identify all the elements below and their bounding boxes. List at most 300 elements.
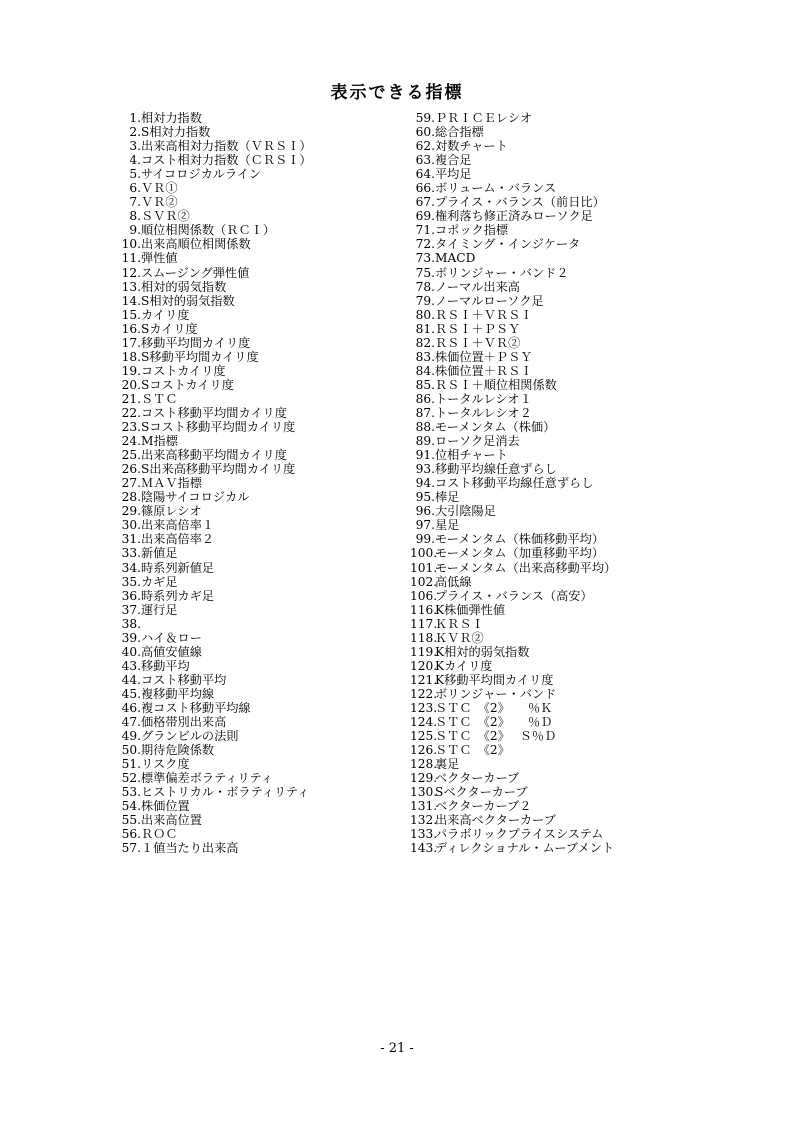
item-label: 移動平均 bbox=[141, 658, 190, 673]
item-label: 時系列カギ足 bbox=[141, 588, 215, 603]
item-number: 78. bbox=[415, 279, 435, 294]
item-number: 69. bbox=[415, 209, 435, 224]
item-number: 2. bbox=[129, 125, 141, 140]
list-item bbox=[410, 631, 670, 645]
item-label: 複移動平均線 bbox=[141, 686, 215, 701]
item-number: 46. bbox=[121, 700, 141, 715]
list-item bbox=[410, 743, 670, 757]
list-item bbox=[410, 518, 670, 532]
item-label: 陰陽サイコロジカル bbox=[141, 490, 250, 505]
item-label: ＲＳＩ＋ＶＲ② bbox=[435, 335, 521, 350]
list-item bbox=[118, 659, 398, 673]
list-item bbox=[410, 617, 670, 631]
list-item bbox=[410, 546, 670, 560]
list-item bbox=[118, 771, 398, 785]
item-number: 53. bbox=[121, 785, 141, 800]
list-item bbox=[118, 420, 398, 434]
list-item bbox=[410, 223, 670, 237]
list-item bbox=[410, 153, 670, 167]
list-item bbox=[410, 251, 670, 265]
item-label: ＲＳＩ＋ＰＳＹ bbox=[435, 321, 521, 336]
item-number: 57. bbox=[121, 841, 141, 856]
item-label: コスト相対力指数（ＣＲＳＩ） bbox=[141, 153, 312, 168]
item-number: 25. bbox=[121, 448, 141, 463]
list-item bbox=[410, 729, 670, 743]
item-label: 出来高倍率１ bbox=[141, 518, 215, 533]
item-label: プライス・バランス（高安） bbox=[435, 588, 593, 603]
item-number: 101. bbox=[410, 560, 438, 575]
list-item bbox=[118, 153, 398, 167]
item-label: ＰＲＩＣＥレシオ bbox=[435, 111, 533, 125]
item-number: 97. bbox=[415, 518, 435, 533]
item-number: 24. bbox=[121, 434, 141, 449]
list-item bbox=[118, 841, 398, 855]
item-label: モーメンタム（出来高移動平均） bbox=[435, 560, 617, 575]
list-item bbox=[410, 266, 670, 280]
item-label: ボリューム・バランス bbox=[435, 181, 557, 196]
item-number: 18. bbox=[121, 349, 141, 364]
list-item bbox=[118, 518, 398, 532]
item-label: ＳＴＣ 《2》 ％Ｋ bbox=[435, 700, 553, 715]
item-number: 37. bbox=[121, 602, 141, 617]
item-label: 篠原レシオ bbox=[141, 504, 202, 519]
item-number: 31. bbox=[121, 532, 141, 547]
list-item bbox=[410, 687, 670, 701]
item-label: ＲＳＩ＋順位相関係数 bbox=[435, 377, 557, 392]
item-label: K相対的弱気指数 bbox=[435, 644, 530, 659]
list-item bbox=[118, 575, 398, 589]
item-number: 39. bbox=[121, 630, 141, 645]
item-label: ＳＴＣ bbox=[141, 391, 178, 406]
list-item bbox=[118, 603, 398, 617]
item-label: モーメンタム（株価移動平均） bbox=[435, 532, 605, 547]
item-number: 22. bbox=[121, 405, 141, 420]
item-number: 49. bbox=[121, 729, 141, 744]
list-item bbox=[410, 336, 670, 350]
list-item bbox=[118, 813, 398, 827]
item-number: 62. bbox=[415, 139, 435, 154]
item-label: 弾性値 bbox=[141, 251, 178, 266]
list-item bbox=[118, 785, 398, 799]
list-item bbox=[410, 406, 670, 420]
list-item bbox=[410, 280, 670, 294]
list-item bbox=[410, 659, 670, 673]
item-number: 6. bbox=[129, 181, 141, 196]
item-label: コストカイリ度 bbox=[141, 363, 226, 378]
list-item bbox=[118, 167, 398, 181]
list-item bbox=[118, 561, 398, 575]
list-item bbox=[410, 841, 670, 855]
list-item bbox=[410, 757, 670, 771]
item-number: 34. bbox=[121, 560, 141, 575]
item-label: 新値足 bbox=[141, 546, 178, 561]
item-number: 12. bbox=[121, 265, 141, 280]
item-label: S相対的弱気指数 bbox=[141, 293, 235, 308]
list-item bbox=[118, 392, 398, 406]
item-label: 順位相関係数（ＲＣＩ） bbox=[141, 223, 276, 238]
list-item bbox=[118, 125, 398, 139]
list-item bbox=[410, 462, 670, 476]
item-number: 79. bbox=[415, 293, 435, 308]
item-number: 89. bbox=[415, 434, 435, 449]
item-number: 8. bbox=[129, 209, 141, 224]
item-label: パラボリックプライスシステム bbox=[435, 827, 604, 842]
indicator-list-right bbox=[410, 111, 670, 855]
item-label: ＫＶＲ② bbox=[435, 630, 484, 645]
item-label: Sカイリ度 bbox=[141, 321, 198, 336]
list-item bbox=[410, 181, 670, 195]
item-number: 93. bbox=[415, 462, 435, 477]
item-number: 38. bbox=[121, 616, 141, 631]
item-number: 123. bbox=[410, 700, 438, 715]
item-label: タイミング・インジケータ bbox=[435, 237, 581, 252]
list-item bbox=[410, 799, 670, 813]
item-label: 複コスト移動平均線 bbox=[141, 700, 251, 715]
list-item bbox=[118, 294, 398, 308]
list-item bbox=[118, 631, 398, 645]
item-number: 84. bbox=[415, 363, 435, 378]
item-number: 96. bbox=[415, 504, 435, 519]
item-label: 出来高移動平均間カイリ度 bbox=[141, 448, 287, 463]
item-label: 時系列新値足 bbox=[141, 560, 215, 575]
item-number: 54. bbox=[121, 799, 141, 814]
item-number: 30. bbox=[121, 518, 141, 533]
item-number: 14. bbox=[121, 293, 141, 308]
item-label: Sコスト移動平均間カイリ度 bbox=[141, 420, 296, 435]
list-item bbox=[410, 209, 670, 223]
list-item bbox=[118, 701, 398, 715]
item-number: 129. bbox=[410, 771, 438, 786]
item-label: Sベクターカーブ bbox=[435, 785, 528, 800]
item-label: プライス・バランス（前日比） bbox=[435, 195, 605, 210]
item-number: 15. bbox=[121, 307, 141, 322]
item-number: 21. bbox=[121, 391, 141, 406]
list-item bbox=[118, 378, 398, 392]
item-number: 35. bbox=[121, 574, 141, 589]
item-number: 26. bbox=[121, 462, 141, 477]
list-item bbox=[118, 476, 398, 490]
item-number: 40. bbox=[121, 644, 141, 659]
list-item bbox=[410, 364, 670, 378]
item-label: 星足 bbox=[435, 518, 460, 533]
list-item bbox=[410, 378, 670, 392]
item-label: １値当たり出来高 bbox=[141, 841, 239, 856]
item-label: ＳＴＣ 《2》 ％Ｄ bbox=[435, 715, 553, 730]
item-number: 10. bbox=[121, 237, 141, 252]
item-number: 131. bbox=[410, 799, 438, 814]
item-label: 棒足 bbox=[435, 490, 460, 505]
item-number: 130. bbox=[410, 785, 438, 800]
item-number: 3. bbox=[129, 139, 141, 154]
item-number: 81. bbox=[415, 321, 435, 336]
item-label: Sコストカイリ度 bbox=[141, 377, 234, 392]
item-label: 運行足 bbox=[141, 602, 178, 617]
list-item bbox=[118, 757, 398, 771]
item-label: ノーマル出来高 bbox=[435, 279, 520, 294]
item-label: ローソク足消去 bbox=[435, 434, 520, 449]
item-label: 出来高倍率２ bbox=[141, 532, 215, 547]
item-label: ボリンジャー・バンド２ bbox=[435, 265, 569, 280]
item-label: 権利落ち修正済みローソク足 bbox=[435, 209, 593, 224]
item-label: 標準偏差ボラティリティ bbox=[141, 771, 273, 786]
list-item bbox=[410, 434, 670, 448]
item-label: 出来高順位相関係数 bbox=[141, 237, 251, 252]
list-item bbox=[118, 589, 398, 603]
list-item bbox=[410, 420, 670, 434]
list-item bbox=[410, 785, 670, 799]
item-number: 56. bbox=[121, 827, 141, 842]
item-label: 株価位置＋ＲＳＩ bbox=[435, 363, 533, 378]
list-item bbox=[118, 336, 398, 350]
list-item bbox=[410, 476, 670, 490]
item-label: MACD bbox=[435, 251, 476, 266]
list-item bbox=[410, 237, 670, 251]
item-number: 4. bbox=[129, 153, 141, 168]
item-number: 125. bbox=[410, 729, 438, 744]
list-item bbox=[410, 645, 670, 659]
item-label: 高低線 bbox=[435, 574, 472, 589]
list-item bbox=[410, 561, 670, 575]
item-label: 裏足 bbox=[435, 757, 460, 772]
item-number: 1. bbox=[129, 111, 141, 125]
item-label: 対数チャート bbox=[435, 139, 508, 154]
item-label: コポック指標 bbox=[435, 223, 509, 238]
item-number: 47. bbox=[121, 715, 141, 730]
item-number: 45. bbox=[121, 686, 141, 701]
item-label: トータルレシオ２ bbox=[435, 405, 532, 420]
list-item bbox=[410, 490, 670, 504]
item-number: 33. bbox=[121, 546, 141, 561]
item-number: 83. bbox=[415, 349, 435, 364]
item-label: ノーマルローソク足 bbox=[435, 293, 544, 308]
item-label: 相対力指数 bbox=[141, 111, 202, 125]
list-item bbox=[410, 294, 670, 308]
item-number: 19. bbox=[121, 363, 141, 378]
item-number: 133. bbox=[410, 827, 438, 842]
item-number: 85. bbox=[415, 377, 435, 392]
indicator-list-left bbox=[118, 111, 398, 855]
item-label: ＳＴＣ 《2》 Ｓ％Ｄ bbox=[435, 729, 557, 744]
item-number: 52. bbox=[121, 771, 141, 786]
item-number: 64. bbox=[415, 167, 435, 182]
list-item bbox=[410, 139, 670, 153]
item-number: 16. bbox=[121, 321, 141, 336]
item-number: 87. bbox=[415, 405, 435, 420]
item-number: 88. bbox=[415, 420, 435, 435]
item-number: 66. bbox=[415, 181, 435, 196]
item-number: 5. bbox=[129, 167, 141, 182]
list-item bbox=[410, 715, 670, 729]
list-item bbox=[118, 743, 398, 757]
item-number: 17. bbox=[121, 335, 141, 350]
item-label: ベクターカーブ２ bbox=[435, 799, 532, 814]
item-number: 11. bbox=[121, 251, 141, 266]
item-number: 122. bbox=[410, 686, 438, 701]
item-label: ＲＳＩ＋ＶＲＳＩ bbox=[435, 307, 533, 322]
list-item bbox=[118, 729, 398, 743]
item-number: 63. bbox=[415, 153, 435, 168]
item-label: 大引陰陽足 bbox=[435, 504, 496, 519]
item-label: 出来高ベクターカーブ bbox=[435, 813, 556, 828]
item-label: ＳＴＣ 《2》 bbox=[435, 743, 510, 758]
item-label: ＶＲ① bbox=[141, 181, 178, 196]
item-number: 132. bbox=[410, 813, 438, 828]
item-label: 株価位置 bbox=[141, 799, 190, 814]
item-number: 50. bbox=[121, 743, 141, 758]
item-number: 128. bbox=[410, 757, 438, 772]
list-item bbox=[410, 827, 670, 841]
page-title: 表示できる指標 bbox=[330, 83, 464, 103]
list-item bbox=[118, 715, 398, 729]
item-number: 86. bbox=[415, 391, 435, 406]
list-item bbox=[118, 532, 398, 546]
list-item bbox=[410, 603, 670, 617]
item-label: ＳＶＲ② bbox=[141, 209, 190, 224]
item-number: 91. bbox=[415, 448, 435, 463]
list-item bbox=[118, 195, 398, 209]
item-number: 67. bbox=[415, 195, 435, 210]
list-item bbox=[410, 701, 670, 715]
list-item bbox=[118, 364, 398, 378]
list-item bbox=[118, 799, 398, 813]
item-number: 102. bbox=[410, 574, 438, 589]
item-number: 28. bbox=[121, 490, 141, 505]
item-label: ＲＯＣ bbox=[141, 827, 178, 842]
list-item bbox=[410, 392, 670, 406]
item-label: ＶＲ② bbox=[141, 195, 178, 210]
list-item bbox=[118, 322, 398, 336]
item-number: 95. bbox=[415, 490, 435, 505]
item-label: コスト移動平均線任意ずらし bbox=[435, 476, 594, 491]
item-label: S移動平均間カイリ度 bbox=[141, 349, 259, 364]
list-item bbox=[118, 462, 398, 476]
list-item bbox=[118, 406, 398, 420]
item-label: 高値安値線 bbox=[141, 644, 202, 659]
list-item bbox=[410, 125, 670, 139]
list-item bbox=[410, 322, 670, 336]
list-item bbox=[118, 251, 398, 265]
list-item bbox=[118, 434, 398, 448]
item-label: ヒストリカル・ボラティリティ bbox=[141, 785, 310, 800]
item-label: 平均足 bbox=[435, 167, 472, 182]
item-number: 43. bbox=[121, 658, 141, 673]
item-number: 7. bbox=[129, 195, 141, 210]
item-label: 相対的弱気指数 bbox=[141, 279, 227, 294]
list-item bbox=[410, 350, 670, 364]
item-label: 位相チャート bbox=[435, 448, 508, 463]
item-label: 移動平均間カイリ度 bbox=[141, 335, 251, 350]
list-item bbox=[118, 266, 398, 280]
item-number: 126. bbox=[410, 743, 438, 758]
item-label: 価格帯別出来高 bbox=[141, 715, 227, 730]
item-number: 27. bbox=[121, 476, 141, 491]
list-item bbox=[118, 139, 398, 153]
item-number: 23. bbox=[121, 420, 141, 435]
item-label: カイリ度 bbox=[141, 307, 190, 322]
page-number: - 21 - bbox=[380, 1041, 414, 1056]
item-label: スムージング弾性値 bbox=[141, 265, 250, 280]
item-label: コスト移動平均 bbox=[141, 672, 227, 687]
item-label: ボリンジャー・バンド bbox=[435, 686, 557, 701]
item-label: 複合足 bbox=[435, 153, 472, 168]
item-label: 出来高相対力指数（ＶＲＳＩ） bbox=[141, 139, 312, 154]
item-label: トータルレシオ１ bbox=[435, 391, 532, 406]
list-item bbox=[410, 448, 670, 462]
item-label: コスト移動平均間カイリ度 bbox=[141, 405, 287, 420]
item-number: 80. bbox=[415, 307, 435, 322]
list-item bbox=[118, 237, 398, 251]
item-number: 100. bbox=[410, 546, 438, 561]
list-item bbox=[410, 195, 670, 209]
item-label: S相対力指数 bbox=[141, 125, 211, 140]
item-number: 94. bbox=[415, 476, 435, 491]
item-number: 36. bbox=[121, 588, 141, 603]
list-item bbox=[410, 111, 670, 125]
item-label: 株価位置＋ＰＳＹ bbox=[435, 349, 533, 364]
list-item bbox=[118, 673, 398, 687]
item-label: Kカイリ度 bbox=[435, 658, 493, 673]
item-label: 期待危険係数 bbox=[141, 743, 215, 758]
list-item bbox=[410, 532, 670, 546]
item-label: リスク度 bbox=[141, 757, 190, 772]
list-item bbox=[118, 504, 398, 518]
item-label: K移動平均間カイリ度 bbox=[435, 672, 554, 687]
list-item bbox=[118, 308, 398, 322]
list-item bbox=[410, 771, 670, 785]
item-label: 総合指標 bbox=[435, 125, 484, 140]
item-number: 44. bbox=[121, 672, 141, 687]
item-label: カギ足 bbox=[141, 574, 178, 589]
list-item bbox=[410, 813, 670, 827]
list-item bbox=[410, 504, 670, 518]
item-label: ハイ＆ロー bbox=[141, 630, 202, 645]
list-item bbox=[118, 181, 398, 195]
item-number: 120. bbox=[410, 658, 438, 673]
item-label: ディレクショナル・ムーブメント bbox=[435, 841, 615, 856]
item-label: モーメンタム（株価） bbox=[435, 420, 556, 435]
list-item bbox=[118, 645, 398, 659]
item-number: 59. bbox=[415, 111, 435, 125]
item-label: ＭＡＶ指標 bbox=[141, 476, 202, 491]
item-number: 82. bbox=[415, 335, 435, 350]
item-number: 29. bbox=[121, 504, 141, 519]
item-number: 106. bbox=[410, 588, 438, 603]
item-number: 55. bbox=[121, 813, 141, 828]
item-label: 出来高位置 bbox=[141, 813, 202, 828]
item-number: 71. bbox=[415, 223, 435, 238]
item-label: M指標 bbox=[141, 434, 178, 449]
list-item bbox=[410, 673, 670, 687]
list-item bbox=[118, 546, 398, 560]
item-number: 60. bbox=[415, 125, 435, 140]
list-item bbox=[410, 308, 670, 322]
list-item bbox=[118, 350, 398, 364]
item-number: 51. bbox=[121, 757, 141, 772]
item-number: 75. bbox=[415, 265, 435, 280]
list-item bbox=[118, 448, 398, 462]
list-item bbox=[118, 280, 398, 294]
item-label: サイコロジカルライン bbox=[141, 167, 262, 182]
item-label: モーメンタム（加重移動平均） bbox=[435, 546, 605, 561]
list-item bbox=[118, 827, 398, 841]
item-label: 移動平均線任意ずらし bbox=[435, 462, 557, 477]
list-item bbox=[410, 575, 670, 589]
list-item bbox=[410, 167, 670, 181]
item-number: 13. bbox=[121, 279, 141, 294]
list-item bbox=[118, 617, 398, 631]
item-number: 124. bbox=[410, 715, 438, 730]
list-item bbox=[410, 589, 670, 603]
